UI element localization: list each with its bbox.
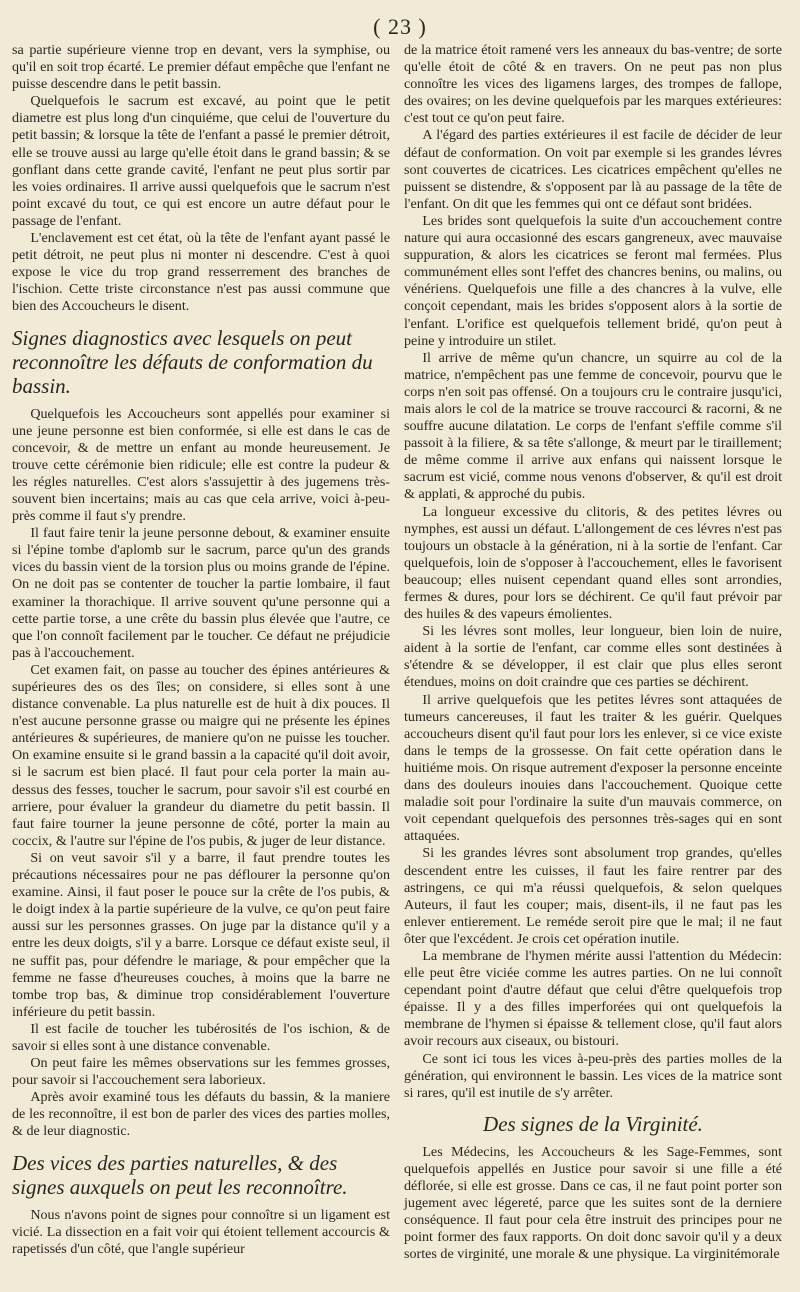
section-heading: Des vices des parties naturelles, & des signes auxquels on peut les reconnoître. (12, 1150, 348, 1199)
paragraph: sa partie supérieure vienne trop en devant, vers la symphise, ou qu'il en soit trop écarté. Le premier défaut empêche que l'enfant ne puisse descendre dans le petit bassin. (12, 42, 390, 93)
paragraph: Après avoir examiné tous les défauts du bassin, & la maniere de les reconnoître, il est bon de parler des vices des parties molles, & de leur diagnostic. (12, 1089, 390, 1140)
paragraph: Si les lévres sont molles, leur longueur, bien loin de nuire, aident à la sortie de l'enfant, car comme elles sont destinées à s'étendre & se développer, il est clair que plus elles seront étendues, moins on doit craindre que ces parties se déchirent. (404, 623, 782, 691)
paragraph: La longueur excessive du clitoris, & des petites lévres ou nymphes, est aussi un défaut. L'allongement de ces lévres n'est pas toujours un obstacle à la génération, ni à la sortie de l'enfant. Car quelquefois, loin de s'opposer à l'accouchement, elles le favorisent beaucoup; elles nuisent cependant quand elles sont arrondies, fermes & dures, pour lors se déchirent. Ce qu'il faut prévoir par des huiles & des vapeurs émolientes. (404, 503, 782, 623)
section-heading: Des signes de la Virginité. (483, 1111, 703, 1136)
right-column (404, 42, 782, 1263)
paragraph: Il est facile de toucher les tubérosités de l'os ischion, & de savoir si elles sont à une distance convenable. (12, 1020, 390, 1054)
paragraph: Il arrive quelquefois que les petites lévres sont attaquées de tumeurs cancereuses, il faut les traiter & les guérir. Quelques accoucheurs disent qu'il faut pour lors les enlever, si ce vice existe dans le temps de la grossesse. On fait cette opération dans le huitiéme mois. On risque autrement d'exposer la personne enceinte dans des douleurs inouies dans l'accouchement. Quoique cette maladie soit pour l'ordinaire la suite d'un mauvais commerce, on voit cependant quelquefois des personnes très-sages qui en sont attaquées. (404, 691, 782, 845)
paragraph: Cet examen fait, on passe au toucher des épines antérieures & supérieures des os des îles; on considere, si elles sont à une distance convenable. La plus naturelle est de huit à dix pouces. Il n'est aucune personne grasse ou maigre qui ne présente les épines antérieures & supérieures, de maniere qu'on ne puisse les toucher. On examine ensuite si le grand bassin a la capacité qu'il doit avoir, si le sacrum est bien placé. Il faut pour cela porter la main au-dessus des fesses, toucher le sacrum, pour savoir s'il est courbé en arriere, pour évaluer la grandeur du diametre du petit bassin. Il faut faire tourner la jeune personne de côté, porter la main au coccix, & l'autre sur l'épine de l'os pubis, & juger de leur distance. (12, 661, 390, 849)
paragraph: Les Médecins, les Accoucheurs & les Sage-Femmes, sont quelquefois appellés en Justice pour savoir si une fille a été déflorée, si elle est grosse. Dans ce cas, il ne faut point porter son jugement avec légereté, parce que les suites sont de la derniere conséquence. Il faut pour cela être instruit des principes pour ne point former des faux rapports. On doit donc savoir qu'il y a deux sortes de virginité, une morale & une physique. La virginitémorale (404, 1143, 782, 1263)
page-number: ( 23 ) (373, 14, 427, 39)
paragraph: Il arrive de même qu'un chancre, un squirre au col de la matrice, n'empêchent pas une femme de concevoir, pourvu que le corps n'en soit pas offensé. On a toujours cru le contraire jusqu'ici, mais alors le col de la matrice se trouve raccourci & racorni, & ne souffre aucune dilatation. Le corps de l'enfant s'effile comme s'il passoit à la filiere, & sa tête s'allonge, & meurt par le tiraillement; de même comme il arrive aux enfans qui naissent lorsque le sacrum est vicié, comme nous venons d'observer, & qu'il est droit & applati, & approché du pubis. (404, 349, 782, 503)
paragraph: A l'égard des parties extérieures il est facile de décider de leur défaut de conformation. On voit par exemple si les grandes lévres sont couvertes de cicatrices. Les cicatrices empêchent qu'elles ne puissent se distendre, & s'opposent par là au passage de la tête de l'enfant. On dit que les femmes qui ont ce défaut sont bridées. (404, 127, 782, 212)
paragraph: L'enclavement est cet état, où la tête de l'enfant ayant passé le petit détroit, ne peut plus ni monter ni descendre. C'est à quoi expose le vice du trop grand resserrement des branches de l'ischion. Cette triste circonstance n'est pas aussi commune que bien des Accoucheurs le disent. (12, 230, 390, 315)
paragraph: de la matrice étoit ramené vers les anneaux du bas-ventre; de sorte qu'elle étoit de côté & en travers. On ne peut pas non plus connoître les vices des ligamens larges, des trompes de fallope, des ovaires; on les devine quelquefois par les marques extérieures: c'est tout ce qu'on peut faire. (404, 42, 782, 127)
section-heading: Signes diagnostics avec lesquels on peut reconnoître les défauts de conformation du bassin. (12, 325, 373, 398)
paragraph: Nous n'avons point de signes pour connoître si un ligament est vicié. La dissection en a fait voir qui étoient tellement accourcis & rapetissés d'un côté, que l'angle supérieur (12, 1206, 390, 1257)
paragraph: Si on veut savoir s'il y a barre, il faut prendre toutes les précautions nécessaires pour ne pas déflourer la personne qu'on examine. Ainsi, il faut poser le pouce sur la crête de l'os pubis, & le doigt index à la partie supérieure de la vulve, ce qu'on peut faire aussi sur les personnes grasses. On juge par la distance qu'il y a entre les deux doigts, s'il y a barre. Lorsque ce défaut existe seul, il ne suffit pas, pour défendre le mariage, & pour empêcher que la femme ne fasse d'heureuses couches, à moins que la barre ne tombe trop bas, & diminue trop considérablement l'ouverture inférieure du petit bassin. (12, 849, 390, 1020)
paragraph: Les brides sont quelquefois la suite d'un accouchement contre nature qui aura occasionné des escars gangreneux, avec mauvaise suppuration, & alors les cicatrices se feront mal fermées. Plus communément elles sont l'effet des chancres benins, ou malins, ou vénériens. Quelquefois une fille a des chancres à la vulve, elle conçoit cependant, mais les brides s'opposent alors à la sortie de l'enfant. L'orifice est quelquefois tellement bridé, qu'on peut à peine y introduire un stilet. (404, 212, 782, 349)
paragraph: Si les grandes lévres sont absolument trop grandes, qu'elles descendent entre les cuisses, il faut les faire rentrer par des astringens, ce qui m'a réussi quelquefois, & selon quelques Auteurs, il faut les couper; mais, disent-ils, il ne faut pas les enlever entierement. Le reméde seroit pire que le mal; il ne faut ôter que l'excédent. Je crois cet opération inutile. (404, 845, 782, 947)
paragraph: Quelquefois le sacrum est excavé, au point que le petit diametre est plus long d'un cinquiéme, que celui de l'ouverture du petit bassin; & lorsque la tête de l'enfant a passé le premier détroit, elle se trouve aussi au large qu'elle étoit dans le grand bassin; & se gonflant dans cette grande cavité, l'enfant ne peut plus sortir par les voies ordinaires. Il arrive aussi quelquefois que le sacrum n'est point excavé du tout, ce qui est encore un autre défaut pour le passage de l'enfant. (12, 93, 390, 229)
paragraph: Quelquefois les Accoucheurs sont appellés pour examiner si une jeune personne est bien conformée, si elle est dans le cas de concevoir, & de mettre un enfant au monde heureusement. Je trouve cette cérémonie bien ridicule; elle est contre la pudeur & les régles naturelles. C'est alors s'assujettir à des jugemens très-souvent bien incertains; mais au cas que cela arrive, voici à-peu-près comme il faut s'y prendre. (12, 405, 390, 525)
left-column (12, 42, 390, 1258)
paragraph: La membrane de l'hymen mérite aussi l'attention du Médecin: elle peut être viciée comme les autres parties. On ne lui connoît cependant point d'autre défaut que celui d'être quelquefois trop épaisse. Il y a des filles imperforées qui ont quelquefois la membrane de l'hymen si épaisse & tellement close, qu'il faut alors avoir recours aux ciseaux, ou bistouri. (404, 947, 782, 1050)
paragraph: On peut faire les mêmes observations sur les femmes grosses, pour savoir si l'accouchement sera laborieux. (12, 1055, 390, 1089)
paragraph: Ce sont ici tous les vices à-peu-près des parties molles de la génération, qui environnent le bassin. Les vices de la matrice sont si rares, qu'il est inutile de s'y arrêter. (404, 1050, 782, 1101)
paragraph: Il faut faire tenir la jeune personne debout, & examiner ensuite si l'épine tombe d'aplomb sur le sacrum, parce qu'un des grands vices du bassin vient de la torsion plus ou moins grande de l'épine. On ne doit pas se contenter de toucher la partie lombaire, il faut examiner la thorachique. Il arrive souvent qu'une personne qui a cette partie torse, a une crête du bassin plus élevée que l'autre, ce que l'on connoît facilement par le toucher. Ce défaut ne préjudicie pas à l'accouchement. (12, 525, 390, 661)
